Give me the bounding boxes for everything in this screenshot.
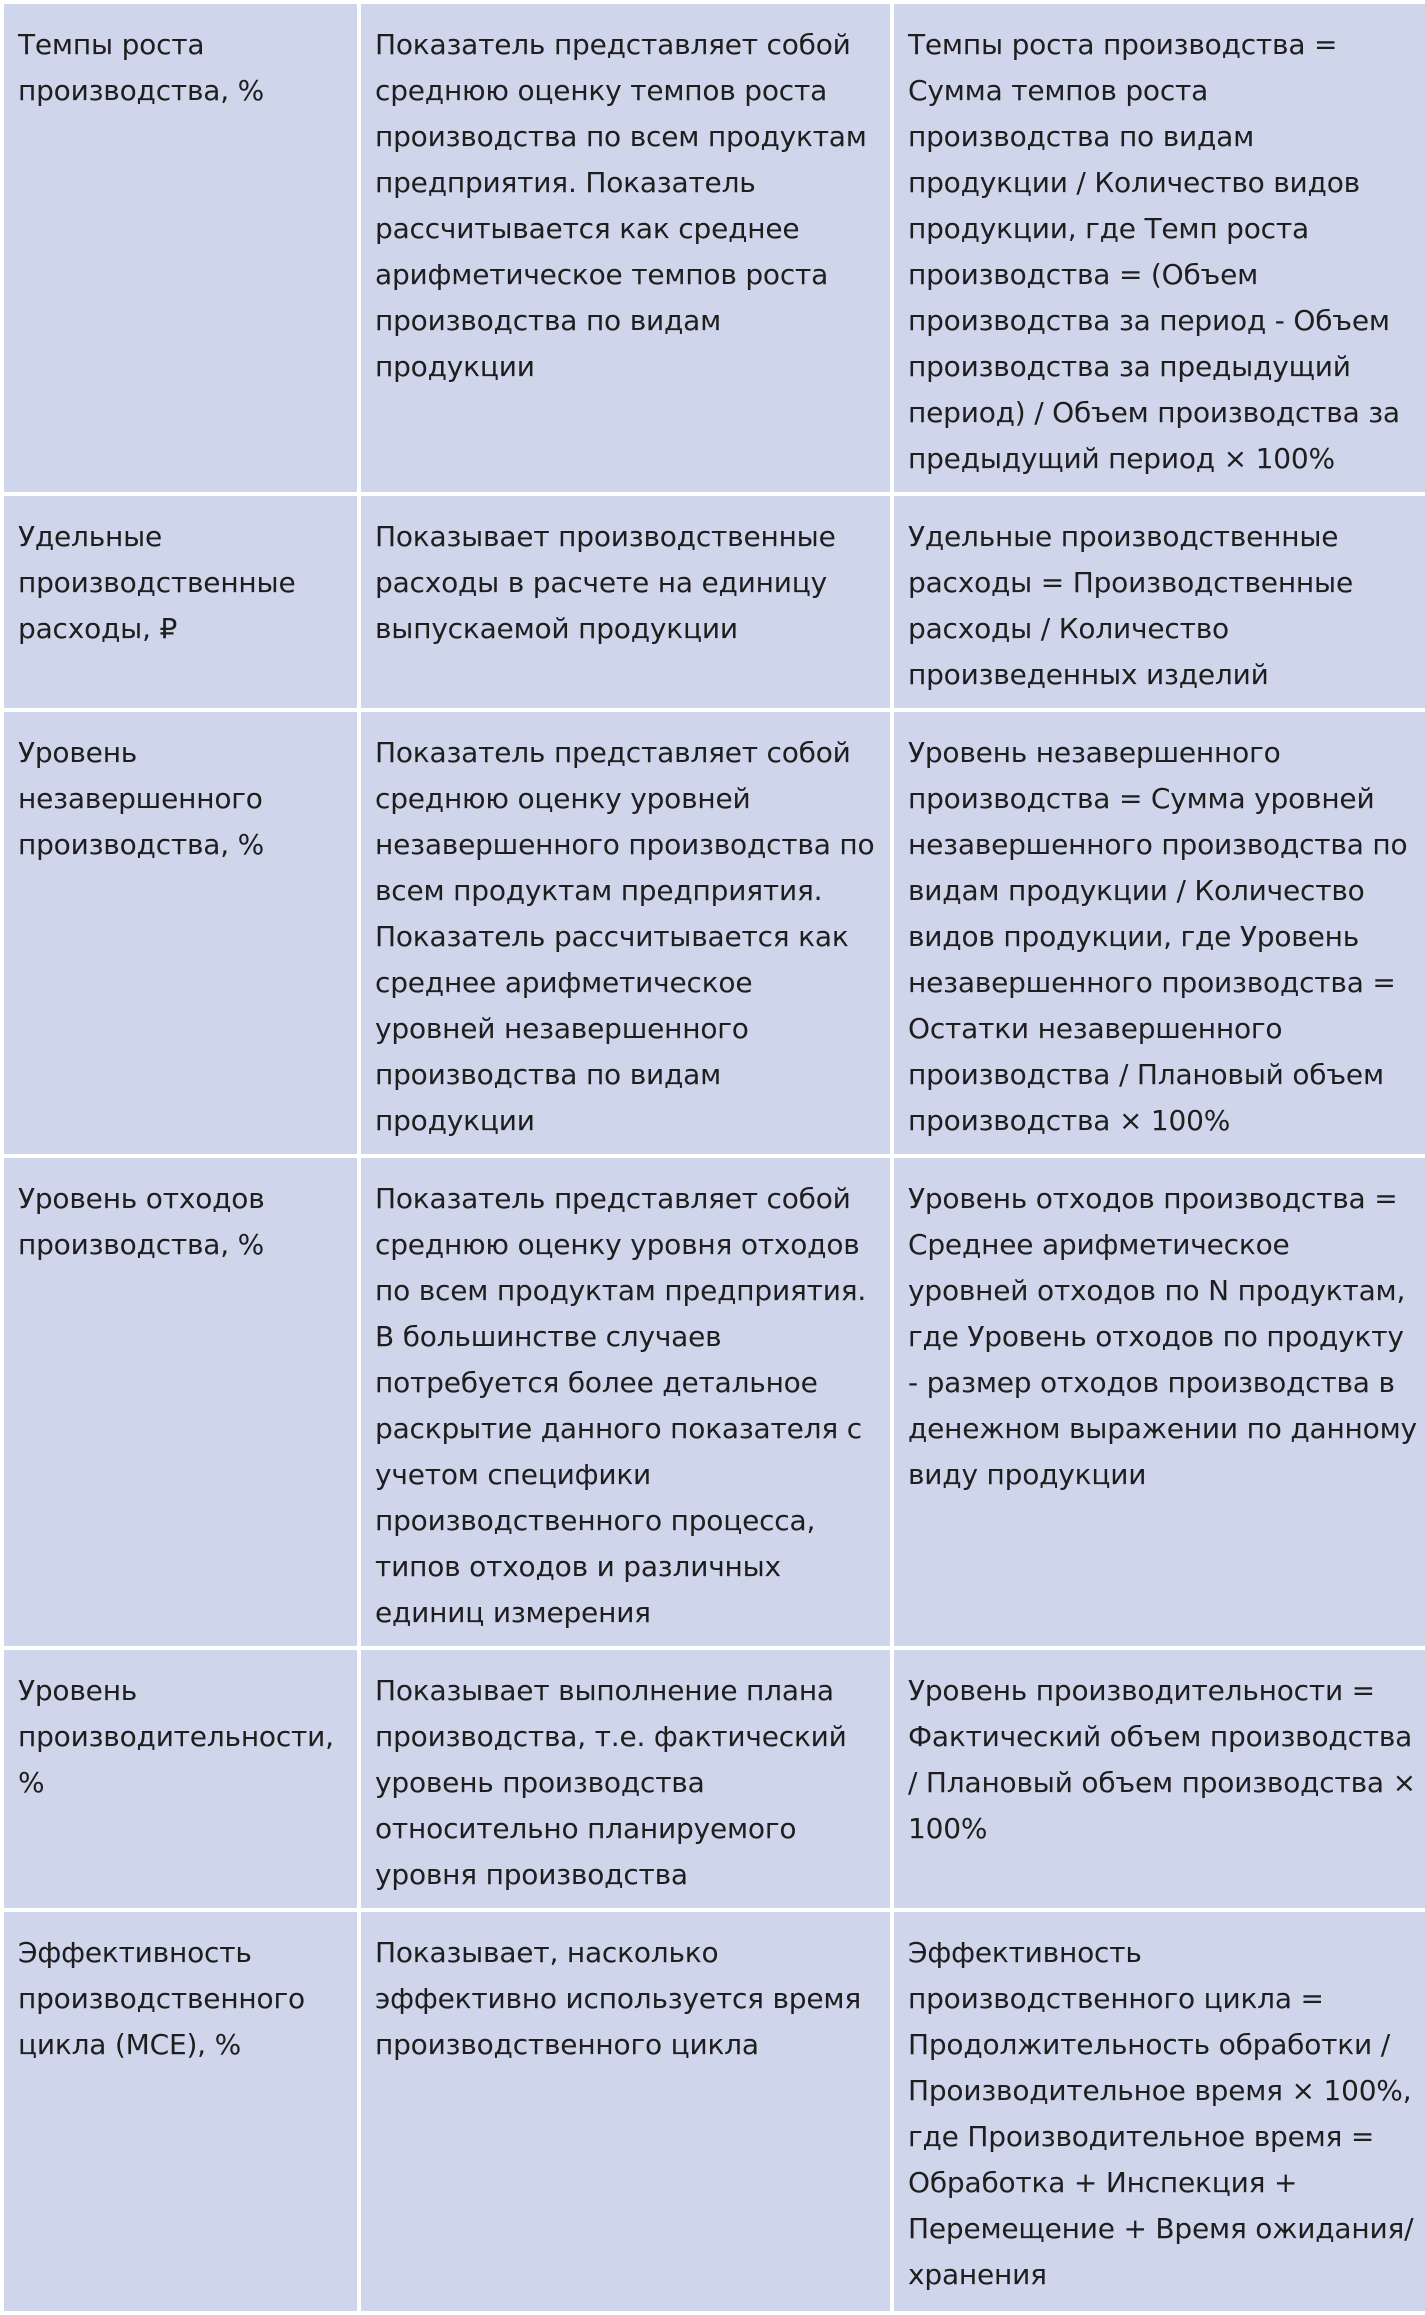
metric-formula-cell: Уровень незавершенного производства = Сумма уровней незавершенного производства по видам продукции / Количество видов продукции, где Уровень незавершенного производства = Остатки незавершенного производства / Плановый объем производства × 100% <box>894 712 1425 1154</box>
metric-formula-cell: Эффективность производственного цикла = Продолжительность обработки / Производительное время × 100%, где Производительное время = Обработка + Инспекция + Перемещение + Время ожидания/хранения <box>894 1912 1425 2311</box>
metric-name-cell: Уровень незавершенного производства, % <box>4 712 357 1154</box>
metric-formula-cell: Темпы роста производства = Сумма темпов роста производства по видам продукции / Количество видов продукции, где Темп роста производства = (Объем производства за период - Объем производства за предыдущий период) / Объем производства за предыдущий период × 100% <box>894 4 1425 492</box>
table-row <box>4 1912 1425 2311</box>
table-row <box>4 4 1425 492</box>
metric-description-cell: Показатель представляет собой среднюю оценку темпов роста производства по всем продуктам предприятия. Показатель рассчитывается как среднее арифметическое темпов роста производства по видам продукции <box>361 4 890 492</box>
metric-name-cell: Уровень отходов производства, % <box>4 1158 357 1646</box>
metric-description-cell: Показывает, насколько эффективно используется время производственного цикла <box>361 1912 890 2311</box>
metric-name-cell: Удельные производственные расходы, ₽ <box>4 496 357 708</box>
metric-description-cell: Показатель представляет собой среднюю оценку уровней незавершенного производства по всем продуктам предприятия. Показатель рассчитывается как среднее арифметическое уровней незавершенного производства по видам продукции <box>361 712 890 1154</box>
table-row <box>4 1158 1425 1646</box>
table-row <box>4 496 1425 708</box>
metric-formula-cell: Уровень производительности = Фактический объем производства / Плановый объем производства × 100% <box>894 1650 1425 1908</box>
metric-formula-cell: Уровень отходов производства = Среднее арифметическое уровней отходов по N продуктам, где Уровень отходов по продукту - размер отходов производства в денежном выражении по данному виду продукции <box>894 1158 1425 1646</box>
table-row <box>4 1650 1425 1908</box>
metric-name-cell: Эффективность производственного цикла (MCE), % <box>4 1912 357 2311</box>
metric-description-cell: Показывает выполнение плана производства, т.е. фактический уровень производства относительно планируемого уровня производства <box>361 1650 890 1908</box>
metric-name-cell: Темпы роста производства, % <box>4 4 357 492</box>
metric-name-cell: Уровень производительности, % <box>4 1650 357 1908</box>
metric-description-cell: Показывает производственные расходы в расчете на единицу выпускаемой продукции <box>361 496 890 708</box>
metric-description-cell: Показатель представляет собой среднюю оценку уровня отходов по всем продуктам предприятия. В большинстве случаев потребуется более детальное раскрытие данного показателя с учетом специфики производственного процесса, типов отходов и различных единиц измерения <box>361 1158 890 1646</box>
table-row <box>4 712 1425 1154</box>
metric-formula-cell: Удельные производственные расходы = Производственные расходы / Количество произведенных изделий <box>894 496 1425 708</box>
